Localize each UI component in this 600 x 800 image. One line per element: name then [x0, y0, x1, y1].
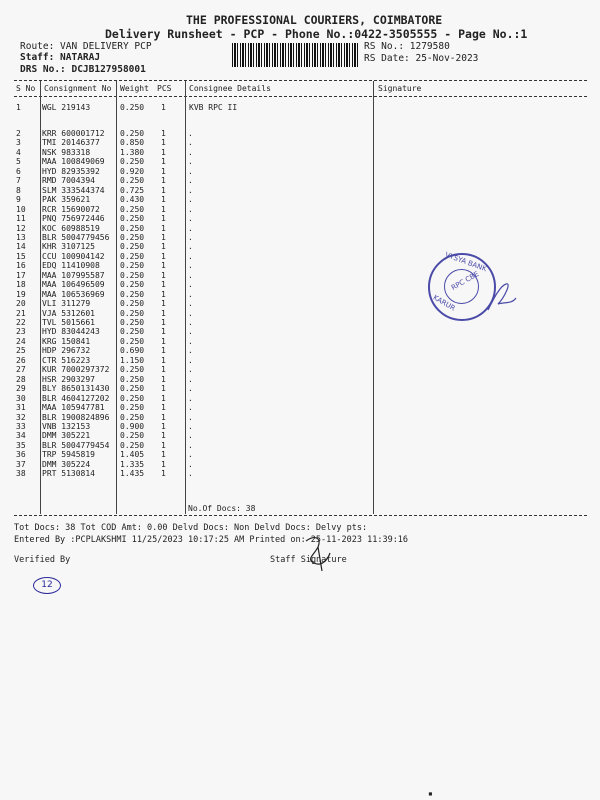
row-sno: 2	[16, 129, 21, 138]
table-row	[0, 318, 600, 327]
row-pcs: 1	[161, 242, 166, 252]
table-row	[0, 138, 600, 147]
row-pcs: 1	[161, 346, 166, 356]
row-sno: 32	[16, 412, 26, 422]
row-weight: 0.250	[120, 403, 145, 413]
row-pcs: 1	[161, 459, 166, 469]
row-sno: 36	[16, 450, 26, 460]
row-mark: .	[188, 365, 193, 375]
row-mark: .	[188, 346, 193, 356]
row-weight: 1.405	[120, 450, 145, 460]
divider	[14, 96, 587, 97]
page-mark: ▪	[428, 789, 433, 798]
row-weight: 0.850	[120, 138, 145, 148]
row-pcs: 1	[161, 365, 166, 375]
table-row	[0, 384, 600, 393]
row-sno: 35	[16, 440, 26, 450]
row-pcs: 1	[161, 384, 166, 394]
drs-number: DRS No.: DCJB127958001	[20, 64, 146, 75]
row-pcs: 1	[161, 166, 166, 176]
row-mark: .	[188, 299, 193, 309]
row-consignment: BLR 5004779454	[42, 440, 110, 450]
table-row	[0, 224, 600, 233]
row-sno: 16	[16, 261, 26, 271]
row-consignment: KUR 7000297372	[42, 365, 110, 375]
row-consignment: PNQ 756972446	[42, 214, 105, 224]
row-pcs: 1	[161, 280, 166, 290]
table-row	[0, 422, 600, 431]
row-mark: .	[188, 270, 193, 280]
table-row	[0, 129, 600, 138]
row-mark: .	[188, 336, 193, 346]
table-row	[0, 346, 600, 355]
row-pcs: 1	[161, 195, 166, 205]
row-sno: 23	[16, 327, 26, 337]
company-title: THE PROFESSIONAL COURIERS, COIMBATORE	[186, 13, 443, 27]
row-mark: .	[188, 440, 193, 450]
row-consignment: BLR 5004779456	[42, 232, 110, 242]
stamp-signature	[484, 280, 520, 316]
row-1-details: KVB RPC II	[189, 103, 238, 112]
row-pcs: 1	[161, 412, 166, 422]
row-consignment: BLY 8650131430	[42, 384, 110, 394]
row-mark: .	[188, 214, 193, 224]
row-sno: 10	[16, 204, 26, 214]
table-row	[0, 214, 600, 223]
row-mark: .	[188, 242, 193, 252]
row-weight: 1.335	[120, 459, 145, 469]
row-mark: .	[188, 393, 193, 403]
row-pcs: 1	[161, 232, 166, 242]
row-consignment: MAA 100849069	[42, 157, 105, 167]
row-weight: 0.250	[120, 412, 145, 422]
row-sno: 19	[16, 289, 26, 299]
row-sno: 27	[16, 365, 26, 375]
table-row	[0, 261, 600, 270]
row-pcs: 1	[161, 327, 166, 337]
row-mark: .	[188, 421, 193, 431]
row-weight: 0.250	[120, 270, 145, 280]
stamp-inner-text: RPC CBE	[450, 269, 481, 293]
table-row	[0, 365, 600, 374]
row-mark: .	[188, 223, 193, 233]
row-sno: 21	[16, 308, 26, 318]
row-sno: 15	[16, 251, 26, 261]
row-1-sno: 1	[16, 103, 21, 112]
stamp-bottom-text: KARUR	[431, 293, 457, 313]
row-weight: 0.900	[120, 421, 145, 431]
row-mark: .	[188, 176, 193, 186]
table-row	[0, 205, 600, 214]
row-consignment: VNB 132153	[42, 421, 91, 431]
row-sno: 5	[16, 157, 21, 167]
barcode	[232, 43, 358, 67]
row-weight: 0.250	[120, 176, 145, 186]
row-consignment: PRT 5130814	[42, 469, 95, 479]
row-weight: 0.250	[120, 214, 145, 224]
row-pcs: 1	[161, 431, 166, 441]
row-pcs: 1	[161, 138, 166, 148]
row-sno: 3	[16, 138, 21, 148]
signature-scribble	[300, 533, 340, 573]
row-mark: .	[188, 355, 193, 365]
row-weight: 0.250	[120, 289, 145, 299]
row-mark: .	[188, 129, 193, 138]
row-sno: 7	[16, 176, 21, 186]
row-sno: 18	[16, 280, 26, 290]
row-sno: 34	[16, 431, 26, 441]
row-weight: 0.250	[120, 280, 145, 290]
col-pcs-header: PCS	[157, 84, 172, 93]
row-pcs: 1	[161, 270, 166, 280]
row-mark: .	[188, 327, 193, 337]
row-mark: .	[188, 232, 193, 242]
row-mark: .	[188, 280, 193, 290]
row-sno: 20	[16, 299, 26, 309]
row-mark: .	[188, 195, 193, 205]
row-weight: 0.250	[120, 261, 145, 271]
row-pcs: 1	[161, 469, 166, 479]
row-weight: 0.250	[120, 232, 145, 242]
row-mark: .	[188, 185, 193, 195]
row-weight: 1.380	[120, 147, 145, 157]
staff-label: Staff: NATARAJ	[20, 52, 101, 63]
row-sno: 24	[16, 336, 26, 346]
table-row	[0, 375, 600, 384]
row-sno: 11	[16, 214, 26, 224]
row-consignment: BLR 1900824896	[42, 412, 110, 422]
row-consignment: HYD 83044243	[42, 327, 100, 337]
row-weight: 0.250	[120, 431, 145, 441]
table-row	[0, 403, 600, 412]
row-pcs: 1	[161, 336, 166, 346]
row-consignment: EDQ 11410908	[42, 261, 100, 271]
table-row	[0, 327, 600, 336]
row-mark: .	[188, 251, 193, 261]
row-weight: 0.250	[120, 251, 145, 261]
row-weight: 0.725	[120, 185, 145, 195]
totals-line: Tot Docs: 38 Tot COD Amt: 0.00 Delvd Docs: Non Delvd Docs: Delvy pts:	[14, 523, 368, 533]
handwritten-mark: 12	[33, 577, 61, 594]
row-consignment: KRG 150841	[42, 336, 91, 346]
route-label: Route: VAN DELIVERY PCP	[20, 41, 152, 52]
table-row	[0, 413, 600, 422]
row-sno: 28	[16, 374, 26, 384]
table-row	[0, 431, 600, 440]
row-consignment: MAA 105947781	[42, 403, 105, 413]
col-signature-header: Signature	[378, 84, 422, 93]
row-mark: .	[188, 147, 193, 157]
row-consignment: TRP 5945819	[42, 450, 95, 460]
rs-date: RS Date: 25-Nov-2023	[364, 53, 479, 64]
row-pcs: 1	[161, 374, 166, 384]
row-consignment: NSK 983318	[42, 147, 91, 157]
row-sno: 26	[16, 355, 26, 365]
table-row	[0, 271, 600, 280]
row-consignment: RMD 7004394	[42, 176, 95, 186]
row-pcs: 1	[161, 440, 166, 450]
row-weight: 1.435	[120, 469, 145, 479]
row-weight: 1.150	[120, 355, 145, 365]
row-mark: .	[188, 384, 193, 394]
row-mark: .	[188, 261, 193, 271]
table-row	[0, 460, 600, 469]
row-sno: 22	[16, 318, 26, 327]
row-sno: 37	[16, 459, 26, 469]
row-pcs: 1	[161, 176, 166, 186]
row-sno: 29	[16, 384, 26, 394]
row-weight: 0.250	[120, 308, 145, 318]
row-1-pcs: 1	[161, 103, 166, 112]
table-row	[0, 233, 600, 242]
row-weight: 0.250	[120, 129, 145, 138]
row-consignment: HSR 2903297	[42, 374, 95, 384]
row-pcs: 1	[161, 157, 166, 167]
row-weight: 0.920	[120, 166, 145, 176]
row-consignment: MAA 107995587	[42, 270, 105, 280]
staff-signature-label: Staff Signature	[270, 555, 347, 565]
row-pcs: 1	[161, 147, 166, 157]
row-consignment: HYD 82935392	[42, 166, 100, 176]
row-mark: .	[188, 289, 193, 299]
row-consignment: BLR 4604127202	[42, 393, 110, 403]
row-weight: 0.250	[120, 327, 145, 337]
row-weight: 0.250	[120, 440, 145, 450]
row-sno: 17	[16, 270, 26, 280]
table-row	[0, 195, 600, 204]
table-row	[0, 394, 600, 403]
row-consignment: KOC 60988519	[42, 223, 100, 233]
row-mark: .	[188, 204, 193, 214]
row-pcs: 1	[161, 403, 166, 413]
row-pcs: 1	[161, 308, 166, 318]
row-pcs: 1	[161, 185, 166, 195]
row-sno: 12	[16, 223, 26, 233]
row-1-consignment: WGL 219143	[42, 103, 91, 112]
row-weight: 0.430	[120, 195, 145, 205]
divider	[14, 515, 587, 516]
rs-number: RS No.: 1279580	[364, 41, 450, 52]
stamp-top-text: VYSYA BANK	[443, 250, 488, 274]
row-consignment: TMI 20146377	[42, 138, 100, 148]
row-sno: 31	[16, 403, 26, 413]
docs-count: No.Of Docs: 38	[188, 504, 256, 513]
row-consignment: PAK 359621	[42, 195, 91, 205]
row-pcs: 1	[161, 204, 166, 214]
row-sno: 33	[16, 421, 26, 431]
table-row	[0, 252, 600, 261]
col-details-header: Consignee Details	[189, 84, 271, 93]
row-mark: .	[188, 412, 193, 422]
row-weight: 0.690	[120, 346, 145, 356]
row-sno: 6	[16, 166, 21, 176]
row-mark: .	[188, 138, 193, 148]
table-row	[0, 167, 600, 176]
divider	[14, 80, 587, 81]
row-pcs: 1	[161, 251, 166, 261]
row-pcs: 1	[161, 421, 166, 431]
row-sno: 8	[16, 185, 21, 195]
row-weight: 0.250	[120, 223, 145, 233]
row-consignment: HDP 296732	[42, 346, 91, 356]
col-sno-header: S No	[16, 84, 36, 93]
row-sno: 38	[16, 469, 26, 479]
row-consignment: RCR 15690072	[42, 204, 100, 214]
row-pcs: 1	[161, 355, 166, 365]
row-pcs: 1	[161, 289, 166, 299]
row-pcs: 1	[161, 318, 166, 327]
row-1-weight: 0.250	[120, 103, 145, 112]
row-consignment: CTR 516223	[42, 355, 91, 365]
row-consignment: MAA 106536969	[42, 289, 105, 299]
table-row	[0, 148, 600, 157]
row-pcs: 1	[161, 223, 166, 233]
row-consignment: CCU 100904142	[42, 251, 105, 261]
row-mark: .	[188, 450, 193, 460]
row-weight: 0.250	[120, 318, 145, 327]
row-consignment: VLI 311279	[42, 299, 91, 309]
row-weight: 0.250	[120, 299, 145, 309]
row-weight: 0.250	[120, 242, 145, 252]
row-weight: 0.250	[120, 365, 145, 375]
row-mark: .	[188, 318, 193, 327]
row-weight: 0.250	[120, 384, 145, 394]
row-mark: .	[188, 459, 193, 469]
row-pcs: 1	[161, 393, 166, 403]
table-row	[0, 337, 600, 346]
table-row	[0, 242, 600, 251]
table-row	[0, 176, 600, 185]
table-row	[0, 441, 600, 450]
table-row	[0, 469, 600, 478]
row-mark: .	[188, 166, 193, 176]
row-sno: 4	[16, 147, 21, 157]
row-consignment: KRR 600001712	[42, 129, 105, 138]
row-sno: 14	[16, 242, 26, 252]
runsheet-subtitle: Delivery Runsheet - PCP - Phone No.:0422-3505555 - Page No.:1	[105, 27, 528, 41]
row-consignment: DMM 305221	[42, 431, 91, 441]
col-consignment-header: Consignment No	[44, 84, 112, 93]
row-sno: 25	[16, 346, 26, 356]
row-weight: 0.250	[120, 374, 145, 384]
row-pcs: 1	[161, 450, 166, 460]
row-pcs: 1	[161, 214, 166, 224]
row-mark: .	[188, 403, 193, 413]
row-mark: .	[188, 308, 193, 318]
row-consignment: DMM 305224	[42, 459, 91, 469]
table-row	[0, 186, 600, 195]
row-mark: .	[188, 374, 193, 384]
row-weight: 0.250	[120, 204, 145, 214]
row-sno: 13	[16, 232, 26, 242]
row-mark: .	[188, 469, 193, 479]
verified-by-label: Verified By	[14, 555, 71, 565]
table-row	[0, 356, 600, 365]
table-row	[0, 157, 600, 166]
row-consignment: KHR 3107125	[42, 242, 95, 252]
row-pcs: 1	[161, 129, 166, 138]
row-consignment: TVL 5015661	[42, 318, 95, 327]
row-pcs: 1	[161, 261, 166, 271]
table-row	[0, 450, 600, 459]
col-weight-header: Weight	[120, 84, 149, 93]
row-pcs: 1	[161, 299, 166, 309]
row-sno: 30	[16, 393, 26, 403]
row-weight: 0.250	[120, 157, 145, 167]
row-sno: 9	[16, 195, 21, 205]
row-consignment: MAA 106496509	[42, 280, 105, 290]
entered-by-line: Entered By :PCPLAKSHMI 11/25/2023 10:17:25 AM Printed on: 25-11-2023 11:39:16	[14, 535, 409, 545]
row-consignment: SLM 333544374	[42, 185, 105, 195]
row-mark: .	[188, 157, 193, 167]
row-consignment: VJA 5312601	[42, 308, 95, 318]
row-weight: 0.250	[120, 336, 145, 346]
row-mark: .	[188, 431, 193, 441]
row-weight: 0.250	[120, 393, 145, 403]
